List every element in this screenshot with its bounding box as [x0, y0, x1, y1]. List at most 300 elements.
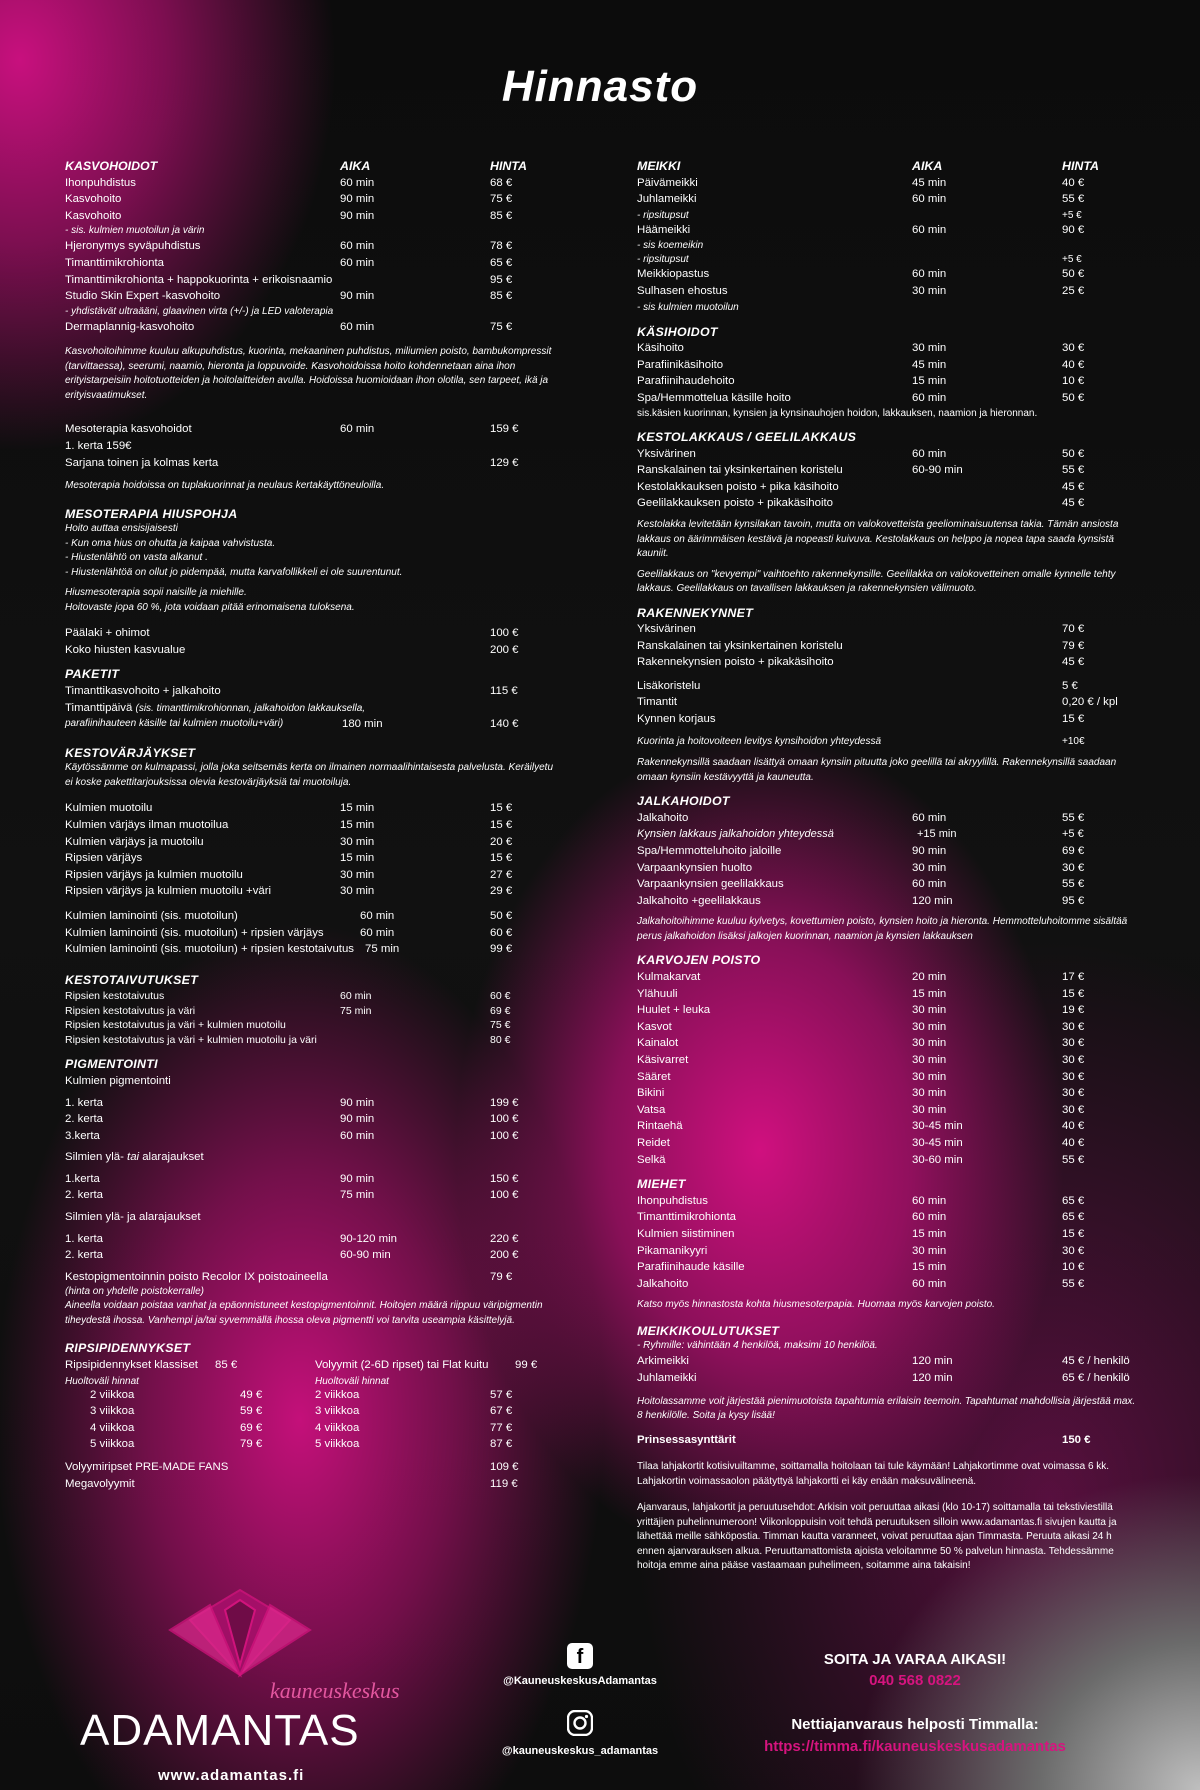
- service-name: Yksivärinen: [637, 623, 696, 636]
- ripsi-row: [65, 1387, 555, 1404]
- service-time: 30 min: [912, 342, 947, 355]
- service-name: - ripsitupsut: [637, 254, 689, 266]
- service-name: Ylähuuli: [637, 987, 678, 1000]
- service-row: [637, 340, 1137, 357]
- kasvohoidot-list-3: [65, 319, 555, 336]
- service-time: 30-60 min: [912, 1153, 963, 1166]
- service-price: 55 €: [1062, 811, 1085, 824]
- label-part: tai: [127, 1151, 140, 1164]
- phone-number[interactable]: 040 568 0822: [869, 1672, 961, 1689]
- service-row: [637, 694, 1137, 711]
- service-price: 45 € / henkilö: [1062, 1355, 1130, 1368]
- service-name: - sis kulmien muotoilun: [637, 301, 739, 313]
- service-row: [637, 1259, 1137, 1276]
- service-name: Ihonpuhdistus: [637, 1194, 708, 1207]
- service-time: 45 min: [912, 176, 947, 189]
- service-row: [637, 1052, 1137, 1069]
- service-row: [637, 1019, 1137, 1036]
- service-name: Spa/Hemmotteluа käsille hoito: [637, 391, 791, 404]
- service-name: 2. kerta: [65, 1249, 103, 1262]
- website-link[interactable]: www.adamantas.fi: [158, 1767, 305, 1784]
- ripsi-list: [65, 1387, 555, 1453]
- service-name: Kulmien muotoilu: [65, 802, 153, 815]
- service-price: 100 €: [490, 1189, 519, 1202]
- service-price: 45 €: [1062, 480, 1085, 493]
- service-name: Lisäkoristelu: [637, 679, 701, 692]
- service-row: [637, 1276, 1137, 1293]
- miehet-note: Katso myös hinnastosta kohta hiusmesoterpapia. Huomaa myös karvojen poisto.: [637, 1299, 995, 1311]
- service-row: [637, 222, 1137, 239]
- service-row: [65, 1247, 555, 1264]
- huolto-label: Huoltoväli hinnat: [65, 1375, 139, 1387]
- service-price: 80 €: [490, 1033, 511, 1046]
- section-heading: KÄSIHOIDOT: [637, 324, 718, 339]
- service-price: 0,20 € / kpl: [1062, 696, 1118, 709]
- service-price: 79 €: [490, 1270, 513, 1283]
- service-time: 30-45 min: [912, 1120, 963, 1133]
- service-name: Jalkahoito: [637, 1277, 689, 1290]
- group-label: [65, 1149, 204, 1166]
- service-time: 60 min: [340, 176, 375, 189]
- service-price: 129 €: [490, 456, 519, 469]
- service-name: Studio Skin Expert -kasvohoito: [65, 290, 221, 303]
- service-time: 60 min: [912, 878, 947, 891]
- pigment-note: Aineella voidaan poistaa vanhat ja epäonnistuneet kestopigmentoinnit. Hoitojen määrä riippuu väripigmentin tiheydestä ihossa. Vanhempi ja/tai syvemmällä ihossa oleva pigmentti voi tarvita useampia käsittelyjä.: [65, 1300, 543, 1326]
- service-row: [637, 1135, 1137, 1152]
- service-name: Ripsien kestotaivutus ja väri + kulmien muotoilu ja väri: [65, 1033, 317, 1046]
- service-name: Rakennekynsien poisto + pikakäsihoito: [637, 656, 834, 669]
- pigment-group: [65, 1073, 555, 1090]
- service-name: Selkä: [637, 1153, 666, 1166]
- service-time: 90 min: [340, 290, 375, 303]
- service-row: [637, 266, 1137, 283]
- service-price: 65 €: [490, 256, 513, 269]
- service-time: 15 min: [340, 818, 375, 831]
- service-time: 30 min: [912, 1103, 947, 1116]
- service-name: Kestolakkauksen poisto + pika käsihoito: [637, 480, 839, 493]
- huolto-label: Huoltoväli hinnat: [315, 1375, 389, 1387]
- service-name: 1. kerta: [65, 1096, 103, 1109]
- service-row: [65, 288, 555, 305]
- service-time: 60 min: [912, 391, 947, 404]
- aika-header: AIKA: [340, 159, 371, 173]
- service-time: 60 min: [912, 811, 947, 824]
- service-price: 99 €: [490, 943, 513, 956]
- service-time: 60 min: [912, 447, 947, 460]
- kestovarjaykset-list: [65, 800, 555, 900]
- service-price: 27 €: [490, 868, 513, 881]
- service-price: 29 €: [490, 885, 513, 898]
- service-time: 30 min: [340, 835, 375, 848]
- service-price: 75 €: [490, 193, 513, 206]
- service-name: Geelilakkauksen poisto + pikakäsihoito: [637, 497, 833, 510]
- service-name: Kuorinta ja hoitovoiteen levitys kynsihoidon yhteydessä: [637, 735, 882, 747]
- instagram-block[interactable]: [480, 1710, 680, 1757]
- karvojen-poisto-list: [637, 969, 1137, 1168]
- service-price: 30 €: [1062, 1087, 1085, 1100]
- service-name: Prinsessasynttärit: [637, 1433, 736, 1446]
- meikki-header: [637, 158, 1137, 175]
- service-price: 5 €: [1062, 679, 1078, 692]
- service-name: Sulhasen ehostus: [637, 284, 728, 297]
- section-heading: KESTOVÄRJÄYKSET: [65, 745, 196, 760]
- service-price: 100 €: [490, 1113, 519, 1126]
- service-price: 200 €: [490, 643, 519, 656]
- service-row: [637, 1118, 1137, 1135]
- service-name: Juhlameikki: [637, 193, 697, 206]
- service-row: [65, 1171, 555, 1188]
- section-heading: MEIKKI: [637, 159, 681, 173]
- mesoterapia-note: Mesoterapia hoidoissa on tuplakuorinnat ja neulaus kertakäyttöneuloilla.: [65, 480, 385, 492]
- text-line: - Hiustenlähtö on vasta alkanut .: [65, 552, 208, 564]
- service-price: +10€: [1062, 735, 1085, 747]
- service-name: Kulmien siistiminen: [637, 1227, 735, 1240]
- service-time: 90 min: [912, 845, 947, 858]
- instagram-icon: [567, 1710, 593, 1736]
- service-row: [637, 1209, 1137, 1226]
- service-time: 120 min: [912, 1355, 953, 1368]
- miehet-list: [637, 1193, 1137, 1293]
- service-name: Juhlameikki: [637, 1371, 697, 1384]
- service-row: [637, 462, 1137, 479]
- service-row: [65, 1095, 555, 1112]
- service-name: Timantit: [637, 696, 678, 709]
- service-price: 75 €: [490, 320, 513, 333]
- service-name: 2. kerta: [65, 1113, 103, 1126]
- service-row: [65, 625, 555, 642]
- hinta-header: HINTA: [1062, 159, 1099, 173]
- service-row: [637, 1102, 1137, 1119]
- service-time: +15 min: [917, 828, 957, 841]
- service-price: 69 €: [490, 1004, 511, 1017]
- service-price: 55 €: [1062, 1153, 1085, 1166]
- service-time: 15 min: [912, 375, 947, 388]
- service-row: [637, 986, 1137, 1003]
- kasvohoidot-sub-2: - yhdistävät ultraääni, glaavinen virta (+/-) ja LED valoterapia: [65, 305, 334, 317]
- kasvohoidot-header: [65, 158, 555, 175]
- service-name: Kulmien laminointi (sis. muotoilun) + ripsien värjäys: [65, 926, 324, 939]
- meikkikoulutukset-list: [637, 1353, 1137, 1386]
- service-name: Reidet: [637, 1136, 670, 1149]
- service-name: 1. kerta: [65, 1232, 103, 1245]
- service-price: 150 €: [1062, 1433, 1091, 1446]
- paketti-name: Timanttipäivä: [65, 701, 133, 714]
- pigment-list-2: [65, 1171, 555, 1204]
- service-row: [65, 208, 555, 225]
- service-row: [637, 1035, 1137, 1052]
- mesoterapia-line: [65, 438, 555, 455]
- service-name: Parafiinihaude käsille: [637, 1261, 745, 1274]
- service-row: [65, 988, 555, 1003]
- service-time: 15 min: [340, 802, 375, 815]
- service-price: 55 €: [1062, 193, 1085, 206]
- jalkahoidot-note: Jalkahoitoihimme kuuluu kylvetys, kovettumien poisto, kynsien hoito ja hieronta. Hemmotteluhoitomme sisältää perus jalkahoidon lisäksi jalkojen kuorinnan, naamion ja kynsien lakkauksen: [637, 916, 1128, 942]
- service-row: [65, 238, 555, 255]
- koulutus-note: Hoitolassamme voit järjestää pienimuotoista tapahtumia erilaisin teemoin. Tapahtumat mahdollisia järjestää max. 8 henkilölle. Soita ja kysy lisää!: [637, 1395, 1136, 1422]
- service-price: 15 €: [1062, 987, 1085, 1000]
- service-price: 100 €: [490, 627, 519, 640]
- pigment-group-2: [65, 1149, 555, 1166]
- service-name: Huulet + leuka: [637, 1004, 711, 1017]
- service-name: Kasvohoito: [65, 209, 122, 222]
- section-heading: MIEHET: [637, 1177, 686, 1192]
- service-name: Ripsien kestotaivutus ja väri: [65, 1004, 196, 1017]
- service-price: 30 €: [1062, 1037, 1085, 1050]
- huolto-price: 59 €: [240, 1405, 263, 1418]
- service-row: [637, 843, 1137, 860]
- service-name: Ripsien värjäys: [65, 852, 143, 865]
- service-time: 15 min: [912, 987, 947, 1000]
- service-name: Yksivärinen: [637, 447, 696, 460]
- service-time: 60-90 min: [912, 464, 963, 477]
- service-price: 40 €: [1062, 176, 1085, 189]
- mesoterapia-row: [65, 421, 555, 438]
- facebook-handle: @KauneuskeskusAdamantas: [503, 1675, 657, 1687]
- service-time: 90 min: [340, 1113, 375, 1126]
- huolto-interval: 2 viikkoa: [90, 1388, 135, 1401]
- section-heading: MEIKKIKOULUTUKSET: [637, 1323, 780, 1338]
- service-name: Parafiinihaudehoito: [637, 375, 735, 388]
- service-row: [637, 1152, 1137, 1169]
- service-price: 15 €: [490, 802, 513, 815]
- service-price: 150 €: [490, 1172, 519, 1185]
- call-cta: SOITA JA VARAA AIKASI!: [823, 1651, 1007, 1668]
- service-price: 45 €: [1062, 656, 1085, 669]
- facebook-block[interactable]: [480, 1643, 680, 1687]
- service-price: 17 €: [1062, 971, 1085, 983]
- service-name: Päivämeikki: [637, 176, 698, 189]
- service-name: Kulmien laminointi (sis. muotoilun) + ripsien kestotaivutus: [65, 943, 355, 956]
- service-name: Vatsa: [637, 1103, 666, 1116]
- facebook-icon: f: [567, 1643, 593, 1669]
- service-name: Varpaankynsien geelilakkaus: [637, 878, 784, 891]
- ripsi-row: [65, 1436, 555, 1453]
- service-row: [637, 711, 1137, 728]
- service-row: [637, 810, 1137, 827]
- section-heading: RAKENNEKYNNET: [637, 605, 754, 620]
- service-row: [65, 642, 555, 659]
- service-name: Ripsien kestotaivutus ja väri + kulmien muotoilu: [65, 1019, 286, 1032]
- service-time: 60 min: [340, 320, 375, 333]
- service-price: 90 €: [1062, 223, 1085, 236]
- service-price: 109 €: [490, 1461, 519, 1473]
- service-time: 60 min: [912, 1211, 947, 1224]
- service-row: [637, 300, 1137, 314]
- label-part: alarajaukset: [139, 1151, 204, 1164]
- service-price: 159 €: [490, 423, 519, 436]
- service-name: Kynnen korjaus: [637, 713, 716, 726]
- service-price: 40 €: [1062, 358, 1085, 371]
- service-price: 65 € / henkilö: [1062, 1371, 1130, 1384]
- section-heading: KARVOJEN POISTO: [637, 953, 761, 968]
- service-row: [637, 969, 1137, 986]
- service-name: - ripsitupsut: [637, 209, 689, 221]
- kestolakkaus-note: Kestolakka levitetään kynsilakan tavoin, mutta on valokovetteista geeliominaisuutensa takia. Tämän ansiosta lakkaus on äärimmäisen kestävä ja nopeasti kuivuva. Kestolakkaus on helppo ja nopea tapa saada kynsistä kauniit.: [637, 519, 1119, 559]
- hiuspohja-list: [65, 625, 555, 658]
- section-heading: PIGMENTOINTI: [65, 1057, 158, 1072]
- service-price: 10 €: [1062, 1261, 1085, 1274]
- service-time: 60-90 min: [340, 1249, 391, 1262]
- section-heading: JALKAHOIDOT: [637, 794, 730, 809]
- service-price: 200 €: [490, 1249, 519, 1262]
- huolto-price: 69 €: [240, 1421, 263, 1434]
- service-name: Bikini: [637, 1087, 665, 1100]
- service-time: 30 min: [912, 1070, 947, 1083]
- service-name: Rintaehä: [637, 1120, 683, 1133]
- service-price: 30 €: [1062, 1020, 1085, 1033]
- ripsi-classic-price: 85 €: [215, 1359, 238, 1372]
- right-column: [637, 158, 1137, 1578]
- service-price: 199 €: [490, 1096, 519, 1109]
- instagram-handle: @kauneuskeskus_adamantas: [501, 1745, 659, 1757]
- text-line: Hoitovaste jopa 60 %, jota voidaan pitää erinomaisena tuloksena.: [65, 601, 355, 613]
- service-time: 90 min: [340, 193, 375, 206]
- service-name: Kulmien värjäys ja muotoilu: [65, 835, 204, 848]
- service-name: Spa/Hemmotteluhoito jaloille: [637, 845, 782, 858]
- service-time: 30 min: [912, 1020, 947, 1033]
- kestotaivutukset-list: [65, 988, 555, 1046]
- service-name: Päälaki + ohimot: [65, 627, 150, 640]
- service-row: [65, 1128, 555, 1145]
- huolto-price: 49 €: [240, 1388, 263, 1401]
- service-name: Kulmakarvat: [637, 971, 701, 983]
- service-price: 40 €: [1062, 1120, 1085, 1133]
- logo-name: ADAMANTAS: [80, 1706, 360, 1755]
- service-time: 60 min: [340, 240, 375, 253]
- service-name: Sääret: [637, 1070, 671, 1083]
- service-time: 15 min: [340, 852, 375, 865]
- service-row: [637, 208, 1137, 222]
- service-time: 60 min: [912, 1277, 947, 1290]
- service-name: Ripsien kestotaivutus: [65, 990, 165, 1003]
- service-row: [637, 252, 1137, 266]
- service-name: Ripsien värjäys ja kulmien muotoilu +väri: [65, 885, 272, 898]
- service-price: 10 €: [1062, 375, 1085, 388]
- service-row: [65, 883, 555, 900]
- service-price: 60 €: [490, 990, 511, 1003]
- paketti-row: [65, 683, 555, 700]
- service-price: 30 €: [1062, 342, 1085, 355]
- hinta-header: HINTA: [490, 159, 527, 173]
- service-row: [637, 826, 1137, 843]
- jalkahoidot-list: [637, 810, 1137, 910]
- hiuspohja-lines: [65, 522, 555, 580]
- service-price: 70 €: [1062, 623, 1085, 636]
- service-row: [65, 1017, 555, 1032]
- section-heading: MESOTERAPIA HIUSPOHJA: [65, 506, 238, 521]
- service-row: [637, 1085, 1137, 1102]
- hiuspohja-lines-2: [65, 586, 555, 615]
- service-name: Kulmien värjäys ilman muotoilua: [65, 818, 229, 831]
- service-name: [65, 700, 365, 718]
- service-row: [65, 941, 555, 958]
- service-row: [65, 319, 555, 336]
- service-price: 60 €: [490, 926, 513, 939]
- service-time: 30 min: [912, 284, 947, 297]
- service-time: 75 min: [340, 1004, 372, 1017]
- group-label: Silmien ylä- ja alarajaukset: [65, 1211, 201, 1224]
- service-row: [65, 1111, 555, 1128]
- ripsi-row: [65, 1403, 555, 1420]
- service-row: [637, 1193, 1137, 1210]
- huolto-interval: 2 viikkoa: [315, 1388, 360, 1401]
- label-part: Silmien ylä-: [65, 1151, 128, 1164]
- service-name: 2. kerta: [65, 1189, 103, 1202]
- service-name: - sis koemeikin: [637, 240, 704, 252]
- service-name: Timanttikasvohoito + jalkahoito: [65, 685, 221, 697]
- group-label: Kulmien pigmentointi: [65, 1074, 171, 1087]
- service-price: 100 €: [490, 1129, 519, 1142]
- service-time: 75 min: [340, 1189, 375, 1202]
- service-time: 30 min: [912, 1037, 947, 1050]
- service-row: [65, 908, 555, 925]
- service-name: Kynsien lakkaus jalkahoidon yhteydessä: [637, 828, 834, 841]
- service-price: 30 €: [1062, 861, 1085, 874]
- section-heading: PAKETIT: [65, 667, 120, 682]
- service-row: [637, 191, 1137, 208]
- kasihoidot-note: sis.käsien kuorinnan, kynsien ja kynsinauhojen hoidon, lakkauksen, naamion ja hieronnan.: [637, 407, 1038, 419]
- section-heading: KESTOTAIVUTUKSET: [65, 972, 199, 987]
- service-name: Timanttimikrohionta: [637, 1211, 736, 1224]
- text-line: Hiusmesoterapia sopii naisille ja miehille.: [65, 587, 247, 599]
- service-time: 60 min: [912, 268, 947, 281]
- ripsi-classic: Ripsipidennykset klassiset: [65, 1359, 198, 1372]
- recolor-sub: (hinta on yhdelle poistokerralle): [65, 1286, 204, 1298]
- service-time: 120 min: [912, 894, 953, 907]
- service-price: 140 €: [490, 718, 519, 731]
- service-row: [637, 175, 1137, 192]
- service-row: [637, 390, 1137, 407]
- service-name: Timanttimikrohionta + happokuorinta + erikoisnaamio: [65, 273, 333, 286]
- service-price: 119 €: [490, 1477, 518, 1490]
- service-name: Meikkiopastus: [637, 268, 710, 281]
- service-time: 180 min: [342, 718, 383, 731]
- service-price: 19 €: [1062, 1004, 1085, 1017]
- meikki-list: [637, 175, 1137, 314]
- service-time: 60 min: [912, 1194, 947, 1207]
- service-price: +5 €: [1062, 209, 1082, 221]
- service-row: [65, 925, 555, 942]
- timma-cta: Nettiajanvaraus helposti Timmalla:: [791, 1716, 1039, 1733]
- service-time: 30 min: [912, 1053, 947, 1066]
- service-name: 1. kerta 159€: [65, 439, 132, 452]
- service-time: 30 min: [912, 1244, 947, 1257]
- service-row: [637, 654, 1137, 671]
- kasihoidot-list: [637, 340, 1137, 406]
- service-name: Timanttimikrohionta: [65, 256, 164, 269]
- service-row: [637, 1243, 1137, 1260]
- service-price: 15 €: [1062, 713, 1085, 726]
- text-line: - Kun oma hius on ohutta ja kaipaa vahvistusta.: [65, 537, 276, 549]
- service-price: +5 €: [1062, 254, 1082, 266]
- diamond-icon: [170, 1590, 310, 1675]
- section-heading: KESTOLAKKAUS / GEELILAKKAUS: [637, 430, 857, 445]
- service-price: 65 €: [1062, 1211, 1085, 1224]
- service-price: 95 €: [490, 273, 513, 286]
- service-time: 60 min: [360, 909, 395, 922]
- service-row: [65, 255, 555, 272]
- ripsi-extra-list: [65, 1459, 555, 1492]
- service-row: [65, 800, 555, 817]
- service-name: Kestopigmentoinnin poisto Recolor IX poistoaineella: [65, 1270, 328, 1283]
- service-name: Häämeikki: [637, 223, 691, 236]
- service-row: [65, 850, 555, 867]
- timma-link[interactable]: https://timma.fi/kauneuskeskusadamantas: [764, 1738, 1066, 1755]
- service-name: Megavolyymit: [65, 1477, 135, 1490]
- service-price: 55 €: [1062, 878, 1085, 891]
- service-time: 60 min: [912, 193, 947, 206]
- service-time: 30 min: [912, 861, 947, 874]
